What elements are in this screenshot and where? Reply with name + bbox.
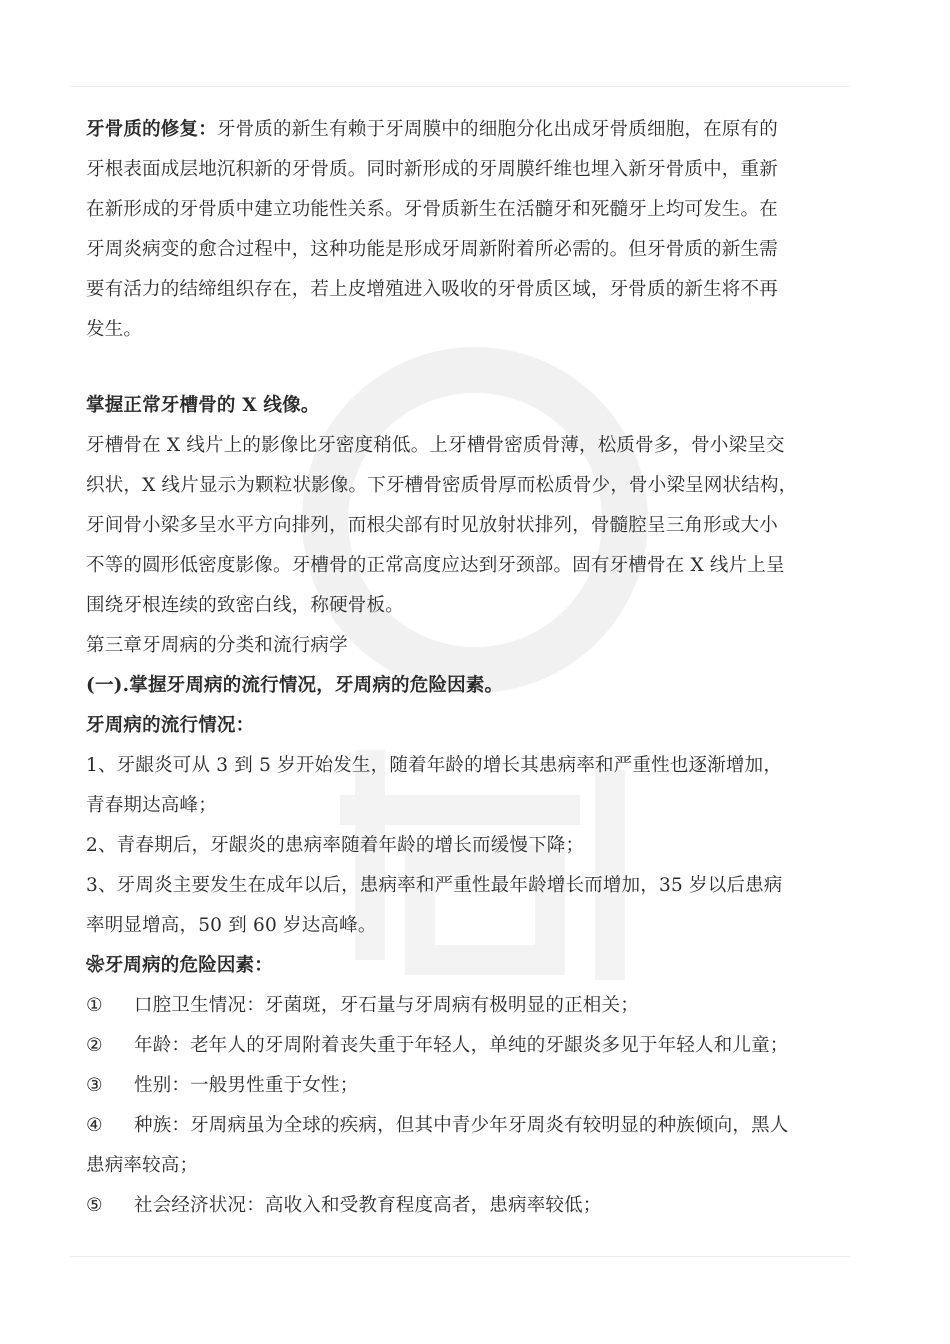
document-body: [86, 110, 886, 1226]
circled-number: ①: [86, 995, 103, 1016]
risk-item-text: 种族：牙周病虽为全球的疾病，但其中青少年牙周炎有较明显的种族倾向，黑人: [134, 1115, 789, 1136]
risk-item-text: 口腔卫生情况：牙菌斑，牙石量与牙周病有极明显的正相关；: [134, 995, 639, 1016]
risk-item: [86, 1026, 886, 1066]
text-line: 织状，X 线片显示为颗粒状影像。下牙槽骨密质骨厚而松质骨少，骨小梁呈网状结构，: [86, 475, 798, 496]
section-subheading: (一).掌握牙周病的流行情况，牙周病的危险因素。: [86, 675, 504, 696]
list-item: 1、牙龈炎可从 3 到 5 岁开始发生，随着年龄的增长其患病率和严重性也逐渐增加，: [86, 755, 783, 776]
risk-item: [86, 1186, 886, 1226]
circled-number: ②: [86, 1035, 103, 1056]
top-divider: [70, 86, 850, 87]
risk-factors-heading: ❀牙周病的危险因素：: [86, 955, 274, 976]
xray-heading: 掌握正常牙槽骨的 X 线像。: [86, 395, 320, 416]
list-item-continuation: 率明显增高，50 到 60 岁达高峰。: [86, 915, 377, 936]
risk-item-continuation: 患病率较高；: [86, 1155, 199, 1176]
risk-item-text: 年龄：老年人的牙周附着丧失重于年轻人，单纯的牙龈炎多见于年轻人和儿童；: [134, 1035, 789, 1056]
text-line: 发生。: [86, 319, 143, 340]
text-line: 牙周炎病变的愈合过程中，这种功能是形成牙周新附着所必需的。但牙骨质的新生需: [86, 239, 778, 260]
bottom-divider: [70, 1256, 850, 1257]
circled-number: ④: [86, 1115, 103, 1136]
text-line: 牙骨质的新生有赖于牙周膜中的细胞分化出成牙骨质细胞，在原有的: [216, 119, 778, 140]
list-item: 2、青春期后，牙龈炎的患病率随着年龄的增长而缓慢下降；: [86, 835, 585, 856]
list-item: 3、牙周炎主要发生在成年以后，患病率和严重性最年龄增长而增加，35 岁以后患病: [86, 875, 783, 896]
risk-item: [86, 986, 886, 1026]
list-item-continuation: 青春期达高峰；: [86, 795, 217, 816]
text-line: 围绕牙根连续的致密白线，称硬骨板。: [86, 595, 404, 616]
risk-item-text: 性别：一般男性重于女性；: [134, 1075, 359, 1096]
risk-item: [86, 1066, 886, 1106]
chapter-title: 第三章牙周病的分类和流行病学: [86, 635, 348, 656]
prevalence-heading: 牙周病的流行情况：: [86, 715, 255, 736]
text-line: 要有活力的结缔组织存在，若上皮增殖进入吸收的牙骨质区域，牙骨质的新生将不再: [86, 279, 778, 300]
text-line: 牙根表面成层地沉积新的牙骨质。同时新形成的牙周膜纤维也埋入新牙骨质中，重新: [86, 159, 778, 180]
text-line: 牙间骨小梁多呈水平方向排列，而根尖部有时见放射状排列，骨髓腔呈三角形或大小: [86, 515, 778, 536]
cementum-repair-lead: 牙骨质的修复：: [86, 119, 217, 140]
text-line: 牙槽骨在 X 线片上的影像比牙密度稍低。上牙槽骨密质骨薄，松质骨多，骨小梁呈交: [86, 435, 785, 456]
text-line: 在新形成的牙骨质中建立功能性关系。牙骨质新生在活髓牙和死髓牙上均可发生。在: [86, 199, 778, 220]
section-spacer: [86, 350, 886, 386]
risk-item-text: 社会经济状况：高收入和受教育程度高者，患病率较低；: [134, 1195, 602, 1216]
circled-number: ⑤: [86, 1195, 103, 1216]
text-line: 不等的圆形低密度影像。牙槽骨的正常高度应达到牙颈部。固有牙槽骨在 X 线片上呈: [86, 555, 785, 576]
cementum-repair-paragraph: [86, 110, 886, 150]
risk-item: [86, 1106, 886, 1146]
circled-number: ③: [86, 1075, 103, 1096]
